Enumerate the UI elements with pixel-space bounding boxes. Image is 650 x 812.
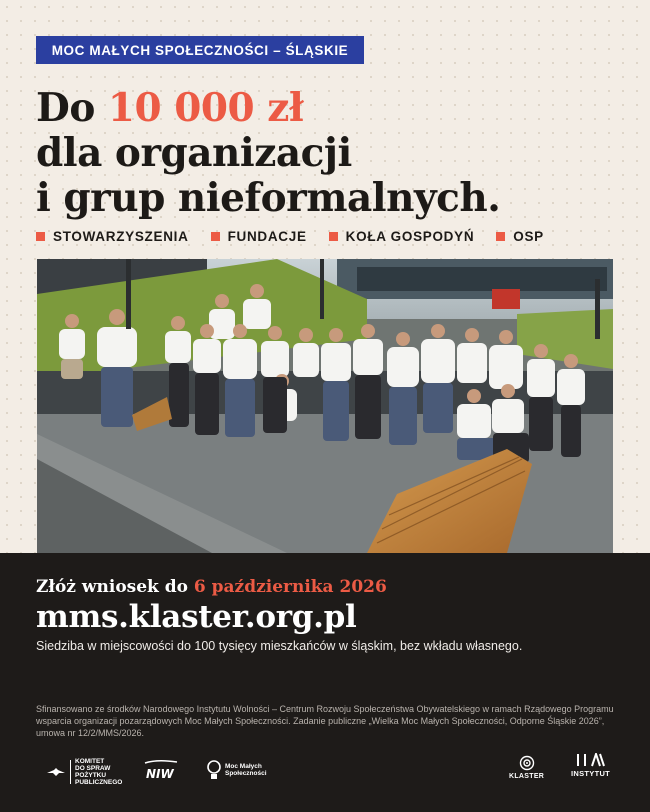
- logo-niw: [143, 759, 179, 781]
- niw-flag-icon: [143, 759, 179, 781]
- eagle-icon: [46, 766, 66, 778]
- headline-line-3: i grup nieformalnych.: [36, 175, 501, 221]
- niw-text: NIW: [146, 767, 174, 781]
- bottom-section: [0, 553, 650, 812]
- lightbulb-icon: [206, 759, 222, 781]
- deadline: [36, 577, 387, 597]
- komitet-text: KOMITET DO SPRAW POŻYTKU PUBLICZNEGO: [75, 758, 123, 786]
- bullet-square-icon: [496, 232, 505, 241]
- category-item: STOWARZYSZENIA: [36, 229, 189, 244]
- group-photo: [37, 259, 613, 553]
- category-item: KOŁA GOSPODYŃ: [329, 229, 475, 244]
- group-photo-illustration: [37, 259, 613, 553]
- instytut-mark-icon: [574, 753, 608, 767]
- logo-komitet: [46, 758, 122, 786]
- headline-line-1: [36, 86, 500, 131]
- category-item: OSP: [496, 229, 544, 244]
- headline-prefix: Do: [36, 85, 108, 131]
- website-url[interactable]: mms.klaster.org.pl: [36, 599, 357, 635]
- moc-malych-text: Moc Małych Społeczności: [225, 763, 267, 777]
- deadline-prefix: Złóż wniosek do: [36, 577, 194, 597]
- category-list: [36, 226, 566, 246]
- klaster-target-icon: [519, 755, 535, 771]
- bullet-square-icon: [329, 232, 338, 241]
- logo-klaster: [509, 755, 544, 780]
- bullet-square-icon: [36, 232, 45, 241]
- category-item: FUNDACJE: [211, 229, 307, 244]
- instytut-text: INSTYTUT: [571, 769, 611, 778]
- bullet-square-icon: [211, 232, 220, 241]
- headline-amount: 10 000 zł: [107, 85, 304, 131]
- logo-moc-malych: [206, 759, 267, 781]
- eligibility-note: Siedziba w miejscowości do 100 tysięcy mieszkańców w śląskim, bez wkładu własnego.: [36, 639, 523, 653]
- deadline-date: 6 października 2026: [193, 577, 387, 597]
- headline: [36, 86, 500, 221]
- logo-instytut: [571, 753, 610, 777]
- headline-line-2: dla organizacji: [36, 130, 352, 176]
- klaster-text: KLASTER: [509, 773, 545, 780]
- program-tag: MOC MAŁYCH SPOŁECZNOŚCI – ŚLĄSKIE: [36, 36, 364, 64]
- funding-statement: Sfinansowano ze środków Narodowego Instytutu Wolności – Centrum Rozwoju Społeczeństwa Obywatelskiego w ramach Rządowego Programu wsparcia organizacji pozarządowych Moc Małych Społeczności. Zadanie publiczne „Wielka Moc Małych Społeczności, Odporne Śląskie 2026”, umowa nr 12/2/MMS/2026.: [36, 704, 614, 738]
